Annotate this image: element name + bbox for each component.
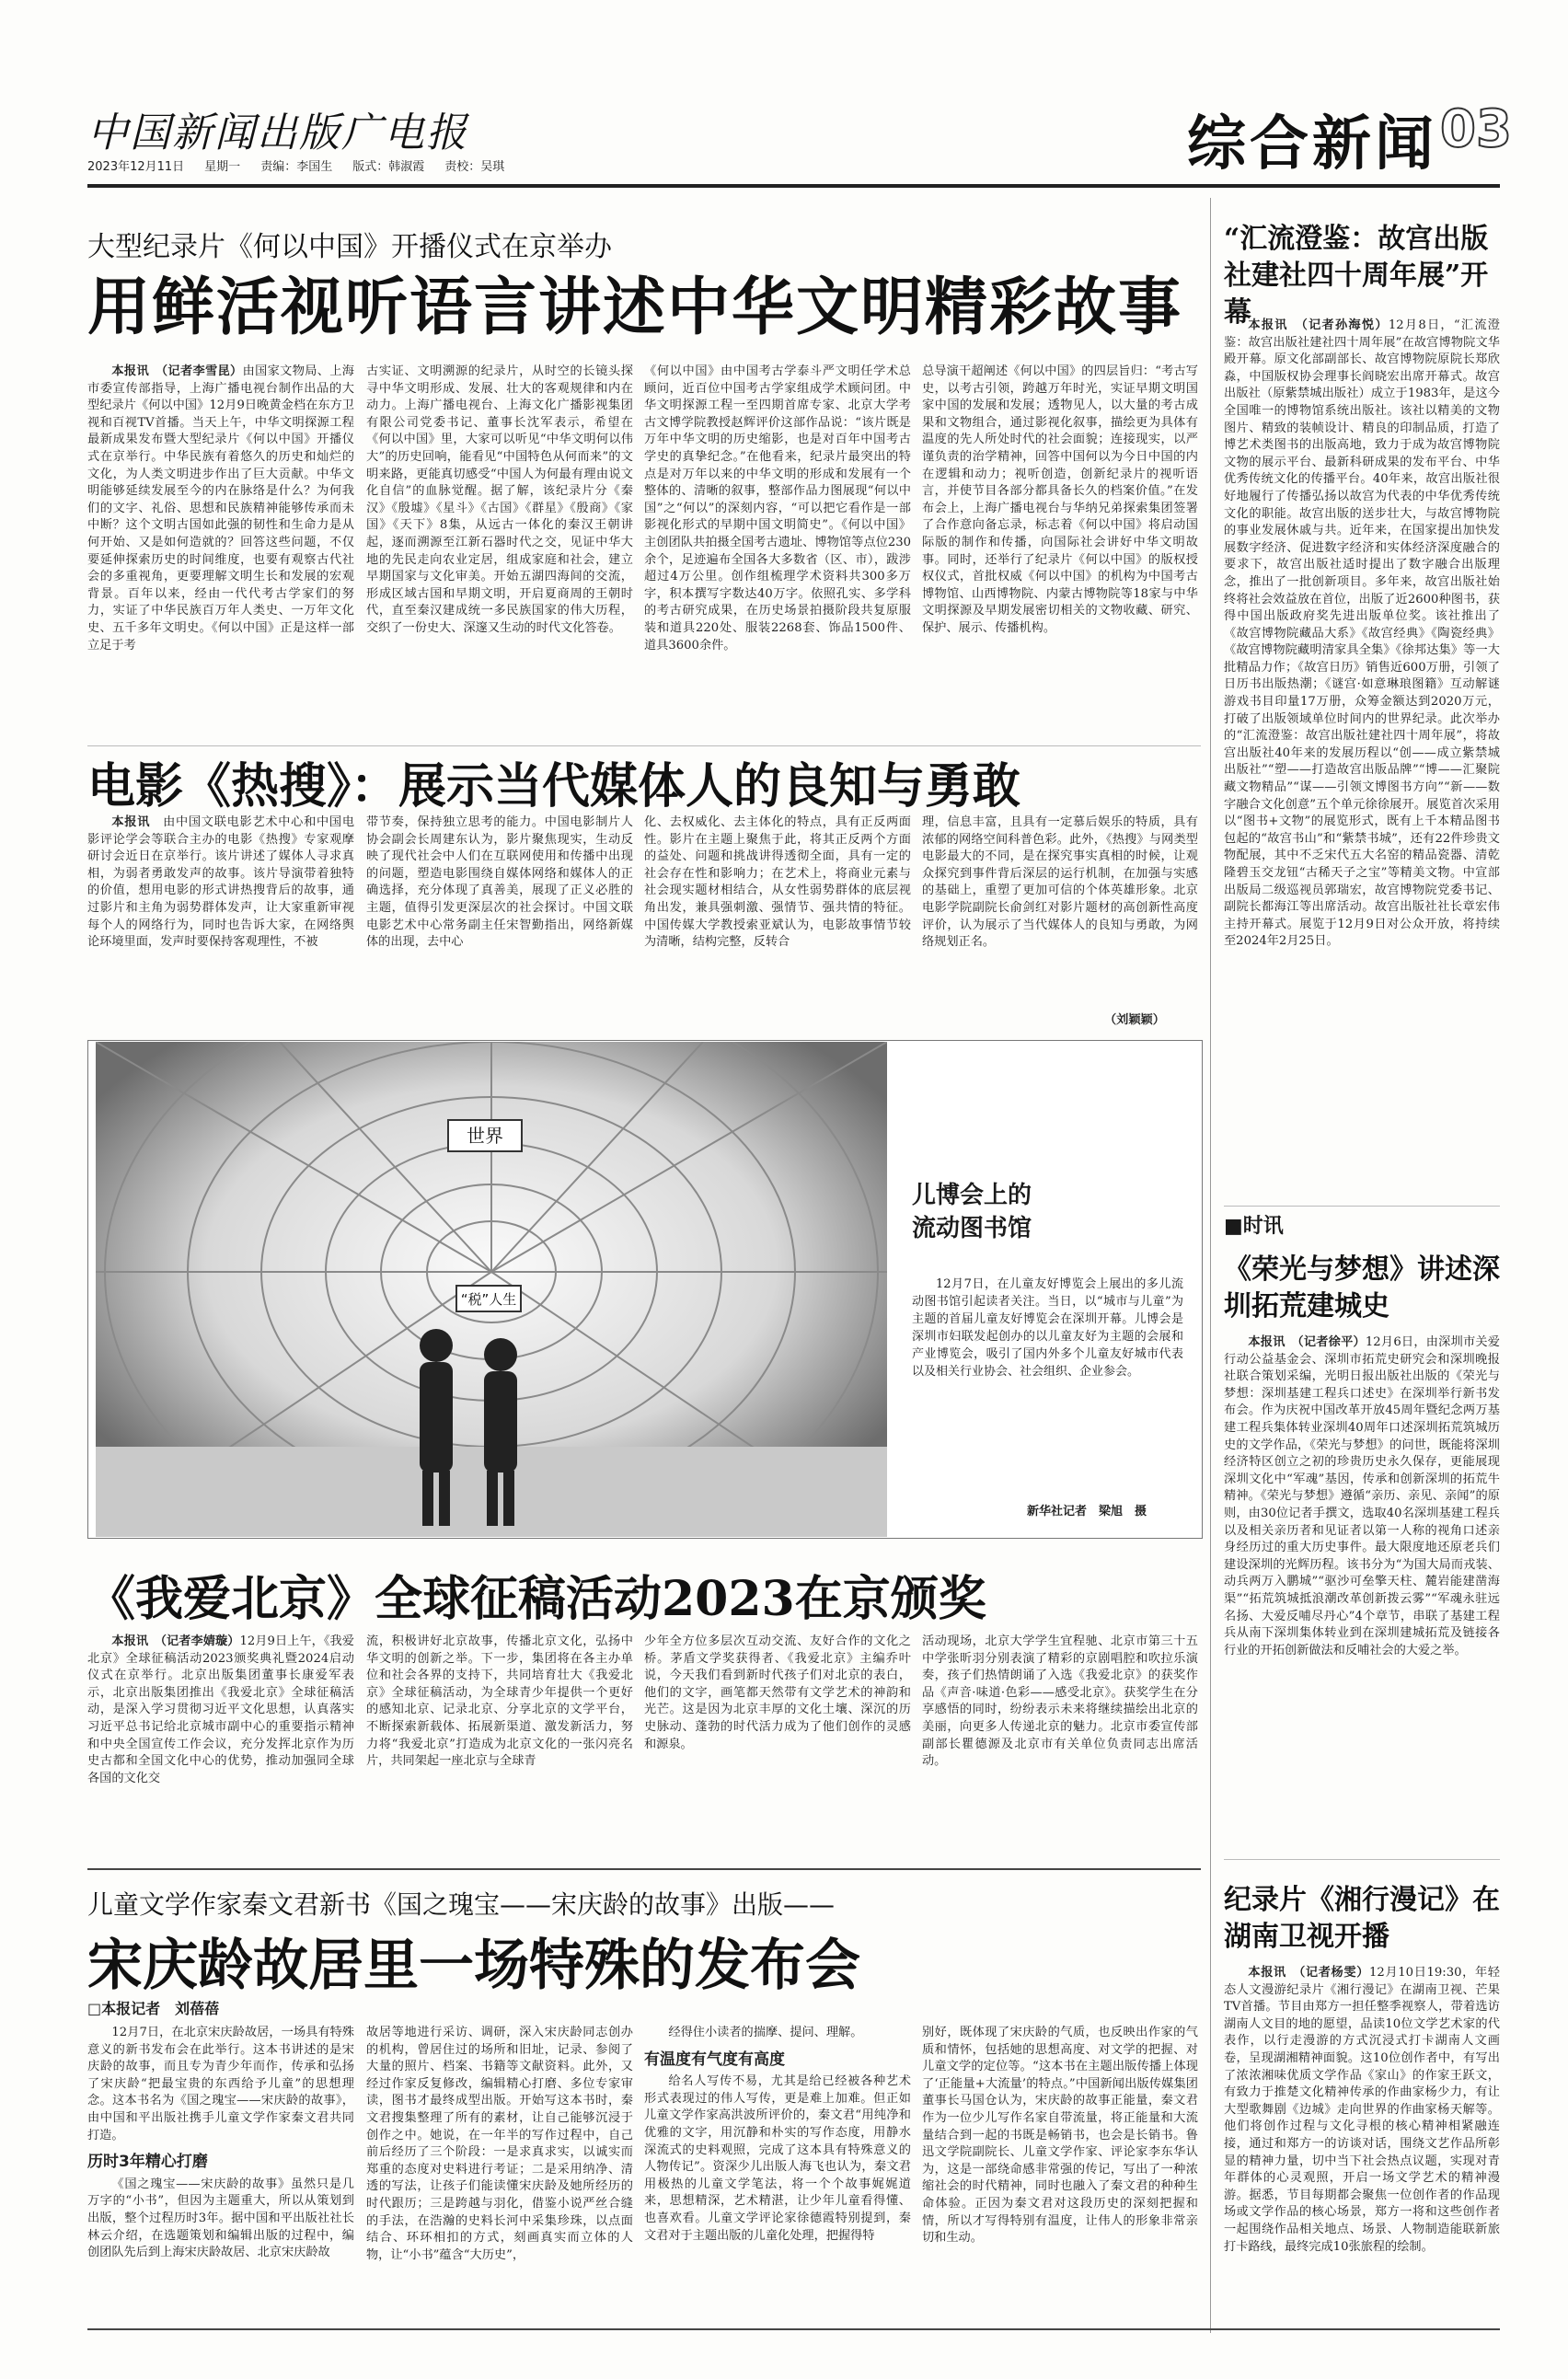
story3-col2: 流，积极讲好北京故事，传播北京文化，弘扬中华文明的创新之举。下一步，集团将在各主办单位和社会各界的支持下，共同培育壮大《我爱北京》全球征稿活动，为全球青少年提供一个更好的感知北京、记录北京、分享北京的文学平台，不断探索新载体、拓展新渠道、激发新活力，努力将“我爱北京”打造成为北京文化的一张闪亮名片，共同架起一座北京与全球青 (366, 1634, 633, 1769)
divider (1224, 1859, 1500, 1860)
divider (87, 745, 1201, 746)
sidebar1-byline: 本报讯 （记者孙海悦） (1248, 318, 1389, 332)
sidebar3-byline: 本报讯 （记者杨雯） (1248, 1966, 1370, 1980)
photo-sign-world: 世界 (467, 1125, 503, 1147)
story1-col2: 古实证、文明溯源的纪录片，从时空的长镜头探寻中华文明形成、发展、壮大的客观规律和内在动力。上海广播电视台、上海文化广播影视集团有限公司党委书记、董事长沈军表示，希望在《何以中国》里，大家可以听见“中华文明何以伟大”的历史回响，能看见“中国特色从何而来”的文明来路，更能真切感受“中国人为何最有理由说文化自信”的血脉觉醒。据了解，该纪录片分《秦汉》《殷墟》《星斗》《古国》《群星》《殷商》《家国》《天下》8集，从远古一体化的秦汉王朝讲起，逐而溯源至江新石器时代之交，见证中华大地的先民走向农业定居，组成家庭和社会，建立早期国家与文化审美。开始五湖四海间的交流，形成区域古国和早期文明，开启夏商周的王朝时代，直至秦汉建成统一多民族国家的伟大历程，交织了一份史大、深邃又生动的时代文化答卷。 (366, 364, 633, 635)
story3-col4: 活动现场，北京大学学生宜程驰、北京市第三十五中学张昕羽分别表演了精彩的京剧唱腔和吹拉乐演奏，孩子们热情朗诵了入选《我爱北京》的获奖作品《声音·味道·色彩——感受北京》。获奖学生在分享感悟的同时，纷纷表示未来将继续描绘出北京的美丽，向更多人传递北京的魅力。北京市委宣传部副部长瞿德源及北京市有关单位负责同志出席活动。 (922, 1634, 1198, 1769)
section-title: 综合新闻 (1187, 110, 1437, 179)
story1-kicker: 大型纪录片《何以中国》开播仪式在京举办 (87, 231, 612, 263)
story3-headline: 《我爱北京》全球征稿活动2023在京颁奖 (87, 1571, 986, 1627)
sidebar3-body: 本报讯 （记者杨雯）12月10日19:30，年轻态人文漫游纪录片《湘行漫记》在湖南卫视、芒果TV首播。节目由郑方一担任整季视察人，带着选访湖南人文目的地的愿望，品读10位文学艺术家的代表作，以行走漫游的方式沉浸式打卡湖南人文画卷，呈现湖湘精神面貌。这10位创作者中，有写出了浓浓湘味优质文学作品《家山》的作家王跃文，有致力于推楚文化精神传承的作曲家杨少力，有让大型歌舞剧《边城》走向世界的作曲家杨天解等。他们将创作过程与文化寻根的核心精神相紧融连接，通过和郑方一的访谈对话，围绕文艺作品所彰显的精神力量，切中当下社会热点议题，实现对青年群体的心灵观照，开启一场文学艺术的精神漫游。据悉，节目每期都会聚焦一位创作者的作品现场或文学作品的核心场景，郑方一将和这些创作者一起围绕作品相关地点、场景、人物制造能联新旅打卡路线，最终完成10张旅程的绘制。 (1224, 1966, 1500, 2254)
top-rule (87, 184, 1500, 188)
story2-col2: 带节奏，保持独立思考的能力。中国电影制片人协会副会长周建东认为，影片聚焦现实，生动反映了现代社会中人们在互联网使用和传播中出现的问题，塑造电影围绕自媒体网络和媒体人的正确选择，充分体现了真善美，展现了正义必胜的主题，值得引发更深层次的社会探讨。中国文联电影艺术中心常务副主任宋智勤指出，网络新媒体的出现，去中心 (366, 815, 633, 950)
photo-caption: 12月7日，在儿童友好博览会上展出的多儿流动图书馆引起读者关注。当日，以“城市与儿童”为主题的首届儿童友好博览会在深圳开幕。儿博会是深圳市妇联发起创办的以儿童友好为主题的会展和产业博览会，吸引了国内外多个儿童友好城市代表以及相关行业协会、社会组织、企业参会。 (912, 1277, 1183, 1379)
photo-credit: 新华社记者 梁旭 摄 (1027, 1505, 1147, 1519)
photo-block (87, 1040, 1203, 1539)
issue-date: 2023年12月11日 (87, 160, 185, 174)
story2-credit: （刘颖颖） (1104, 1013, 1165, 1027)
page-number: 03 (1440, 99, 1512, 159)
story3-col3: 少年全方位多层次互动交流、友好合作的文化之桥。茅盾文学奖获得者、《我爱北京》主编乔叶说，今天我们看到新时代孩子们对北京的表白，他们的文字，画笔都天然带有文学艺术的神韵和光芒。这是因为北京丰厚的文化土壤、深沉的历史脉动、蓬勃的时代活力成为了他们创作的灵感和源泉。 (644, 1634, 911, 1751)
story4-headline: 宋庆龄故居里一场特殊的发布会 (87, 1934, 860, 1998)
column-divider (1210, 198, 1211, 2333)
library-tunnel-photo (96, 1042, 887, 1537)
newspaper-logo: 中国新闻出版广电报 (87, 110, 468, 156)
story4-col1: 12月7日，在北京宋庆龄故居，一场具有特殊意义的新书发布会在此举行。这本书讲述的是宋庆龄的故事，而且专为青少年而作，传承和弘扬了宋庆龄“把最宝贵的东西给予儿童”的思想理念。这本书名为《国之瑰宝——宋庆龄的故事》，由中国和平出版社携手儿童文学作家秦文君共同打造。 历时3年精心打磨 《国之瑰宝——宋庆龄的故事》虽然只是几万字的“小书”，但因为主题重大，所以从策划到出版，整个过程历时3年。据中国和平出版社社长林云介绍，在选题策划和编辑出版的过程中，编创团队先后到上海宋庆龄故居、北京宋庆龄故 (87, 2026, 354, 2260)
sidebar2-tag: ■时讯 (1224, 1215, 1284, 1238)
weekday: 星期一 (204, 160, 241, 174)
layout-credit: 版式：韩淑霞 (352, 160, 425, 174)
story4-kicker: 儿童文学作家秦文君新书《国之瑰宝——宋庆龄的故事》出版—— (87, 1889, 836, 1920)
sidebar1-body: 本报讯 （记者孙海悦）12月8日，“汇流澄鉴：故宫出版社建社四十周年展”在故宫博物院文华殿开幕。原文化部副部长、故宫博物院原院长郑欣淼，中国版权协会理事长阎晓宏出席开幕式。故宫出版社（原紫禁城出版社）成立于1983年，是这今全国唯一的博物馆系统出版社。该社以精美的文物图片、精致的装帧设计、精良的印制品质，打造了博艺术类图书的出版高地，致力于成为故宫博物院文物的展示平台、最新科研成果的发布平台、中华优秀传统文化的传播平台。40年来，故宫出版社很好地履行了传播弘扬以故宫为代表的中华优秀传统文化的职能。故宫出版的送步壮大，与故宫博物院的事业发展休戚与共。近年来，在国家提出加快发展数字经济、促进数字经济和实体经济深度融合的要求下，故宫出版社适时提出了数字融合出版理念，推出了一批创新项目。多年来，故宫出版社始终将社会效益放在首位，出版了近2600种图书，获得中国出版政府奖先进出版单位奖。该社推出了《故宫博物院藏品大系》《故宫经典》《陶瓷经典》《故宫博物院藏明清家具全集》《徐邦达集》等一大批精品力作；《故宫日历》销售近600万册，引领了日历书出版热潮；《谜宫·如意琳琅图籍》互动解谜游戏书目印量17万册，众筹金额达到2020万元，打破了出版领域单位时间内的世界纪录。此次举办的“汇流澄鉴：故宫出版社建社四十周年展”，将故宫出版社40年来的发展历程以“创——成立紫禁城出版社”“塑——打造故宫出版品牌”“博——汇聚院藏文物精品”“谋——引领文博图书方向”“新——数字融合文化创意”五个单元徐徐展开。展览首次采用以“图书+文物”的展览形式，既有上千本精品图书包起的“故宫书山”和“紫禁书城”，还有22件珍贵文物配展，其中不乏宋代五大名窑的精品瓷器、清乾隆碧玉交龙钮“古稀天子之宝”等精美文物。中宣部出版局二级巡视员郭瑞宏，故宫博物院党委书记、副院长都海江等出席活动。故宫出版社社长章宏伟主持开幕式。展览于12月9日对公众开放，将持续至2024年2月25日。 (1224, 318, 1500, 949)
story1-col3: 《何以中国》由中国考古学泰斗严文明任学术总顾问，近百位中国考古学家组成学术顾问团。中华文明探源工程一至四期首席专家、北京大学考古文博学院教授赵辉评价这部作品说：“该片既是万年中华文明的历史缩影，也是对百年中国考古学史的真挚纪念。”在他看来，纪录片最突出的特点是对万年以来的中华文明的形成和发展有一个整体的、清晰的叙事，整部作品力图展现“何以中国”之“何以”的深刻内容，“可以把它看作是一部影视化形式的早期中国文明简史”。《何以中国》主创团队共拍摄全国考古遗址、博物馆等点位230余个，足迹遍布全国各大多数省（区、市），跋涉超过4万公里。创作组梳理学术资料共300多万字，积本撰写字数达40万字。依照孔实、多学科的考古研究成果，在历史场景拍摄阶段共复原服装和道具220处、服装2268套、饰品1500件、道具3600余件。 (644, 364, 911, 652)
story4-col3: 经得住小读者的揣摩、提问、理解。 有温度有气度有高度 给名人写传不易，尤其是给已经被各种艺术形式表现过的伟人写传，更是难上加难。但正如儿童文学作家高洪波所评价的，秦文君“用纯净和优雅的文字，用沉静和朴实的写作态度，用静水深流式的史料观照，完成了这本具有特殊意义的人物传记”。资深少儿出版人海飞也认为，秦文君用极热的儿童文学笔法，将一个个故事娓娓道来，思想精深，艺术精湛，让少年儿童看得懂、也喜欢看。儿童文学评论家徐德霞特别提到，秦文君对于主题出版的儿童化处理，把握得特 (644, 2026, 911, 2243)
sidebar3-headline: 纪录片《湘行漫记》在湖南卫视开播 (1224, 1884, 1500, 1953)
sidebar1-headline: “汇流澄鉴：故宫出版社建社四十周年展”开幕 (1224, 223, 1489, 329)
story2-col3: 化、去权威化、去主体化的特点，具有正反两面性。影片在主题上聚焦于此，将其正反两个方面的益处、问题和挑战讲得透彻全面，具有一定的社会存在性和影响力；在艺术上，将商业元素与社会现实题材相结合，从女性弱势群体的底层视角出发，兼具强刺激、强情节、强共情的特征。中国传媒大学教授索亚斌认为，电影故事情节较为清晰，结构完整，反转合 (644, 815, 911, 950)
story3-byline: 本报讯 （记者李婧璇） (111, 1634, 240, 1648)
proof-credit: 责校：吴琪 (444, 160, 505, 174)
editor-credit: 责编：李国生 (260, 160, 333, 174)
photo-sign-life: “税”人生 (460, 1291, 517, 1308)
bottom-rule (87, 2328, 1500, 2330)
divider (87, 1868, 1201, 1870)
story4-subhead-2: 有温度有气度有高度 (644, 2050, 785, 2069)
story4-byline: □本报记者 刘蓓蓓 (87, 2000, 220, 2017)
masthead-meta (87, 156, 504, 174)
photo-caption-title: 儿博会上的流动图书馆 (912, 1182, 1032, 1242)
story3-col1: 本报讯 （记者李婧璇）12月9日上午，《我爱北京》全球征稿活动2023颁奖典礼暨2024启动仪式在京举行。北京出版集团董事长康爱军表示，北京出版集团推出《我爱北京》全球征稿活动，是深入学习贯彻习近平文化思想，认真落实习近平总书记给北京城市副中心的重要指示精神和中央全国宣传工作会议，充分发挥北京作为历史古都和全国文化中心的优势，推动加强同全球各国的文化交 (87, 1634, 354, 1785)
story1-col4: 总导演干超阐述《何以中国》的四层旨归：“考古写史，以考古引领，跨越万年时光，实证早期文明国家中国的发展和发展；透物见人，以大量的考古成果和文物组合，通过影视化叙事，描绘更为具体有温度的先人所处时代的社会面貌；连接现实，以严谨负责的治学精神，回答中国何以为今日中国的内在逻辑和动力；视听创造，创新纪录片的视听语言，并使节目各部分都具备长久的档案价值。”在发布会上，上海广播电视台与华纳兄弟探索集团签署了合作意向备忘录，标志着《何以中国》将启动国际版的制作和传播，向国际社会讲好中华文明故事。同时，还举行了纪录片《何以中国》的版权授权仪式，首批权威《何以中国》的机构为中国考古博物馆、山西博物院、内蒙古博物院等18家与中华文明探源及早期发展密切相关的文物收藏、研究、保护、展示、传播机构。 (922, 364, 1198, 635)
sidebar2-byline: 本报讯 （记者徐平） (1248, 1335, 1366, 1349)
sidebar2-headline: 《荣光与梦想》讲述深圳拓荒建城史 (1224, 1253, 1500, 1322)
story4-col4: 别好，既体现了宋庆龄的气质，也反映出作家的气质和情怀，包括她的思想高度、对文学的把握、对儿童文学的定位等。“这本书在主题出版传播上体现了‘正能量+大流量’的特点。”中国新闻出版传媒集团董事长马国仓认为，宋庆龄的故事正能量，秦文君作为一位少儿写作名家自带流量，将正能量和大流量结合到一起的书既是畅销书，也会是长销书。鲁迅文学院副院长、儿童文学作家、评论家李东华认为，这是一部绕命感非常强的传记，写出了一种浓缩社会的时代精神，同时也融入了秦文君的种种生命体验。正因为秦文君对这段历史的深刻把握和情，所以才写得特别有温度，让伟人的形象非常亲切和生动。 (922, 2026, 1198, 2246)
story1-byline: 本报讯 （记者李雪昆） (111, 364, 243, 378)
story4-subhead-1: 历时3年精心打磨 (87, 2153, 208, 2172)
sidebar2-body: 本报讯 （记者徐平）12月6日，由深圳市关爱行动公益基金会、深圳市拓荒史研究会和深圳晚报社联合策划采编，光明日报出版社出版的《荣光与梦想：深圳基建工程兵口述史》在深圳举行新书发布会。作为庆祝中国改革开放45周年暨纪念两万基建工程兵集体转业深圳40周年口述深圳拓荒筑城历史的文学作品，《荣光与梦想》的问世，既能将深圳经济特区创立之初的珍贵历史永久保存，更能展现深圳文化中“军魂”基因，传承和创新深圳的拓荒牛精神。《荣光与梦想》遵循“亲历、亲见、亲闻”的原则，由30位记者手撰文，选取40名深圳基建工程兵以及相关亲历者和见证者以第一人称的视角口述亲身经历过的重大历史事件。最大限度地还原老兵们建设深圳的光辉历程。该书分为“为国大局而戎装、动兵两万入鹏城”“驱沙可垒擎天柱、麓岩能建凿海渠”“拓荒筑城抵浪潮改革创新拨云雾”“军魂永驻远名扬、大爱反哺尽丹心”4个章节，串联了基建工程兵从南下深圳集体转业到在深圳建城拓荒及链接各行业的开拓创新做法和反哺社会的大爱之举。 (1224, 1335, 1500, 1657)
divider (1224, 1206, 1500, 1207)
story2-col4: 理，信息丰富，且具有一定慕后娱乐的特质，具有浓郁的网络空间科普色彩。此外，《热搜》与网类型电影最大的不同，是在探究事实真相的时候，让观众探究到事件背后深层的运行机制，在加强与实感的基础上，重塑了更加可信的个体英雄形象。北京电影学院副院长俞剑红对影片题材的高创新性高度评价，认为展示了当代媒体人的良知与勇敢，为网络规划正名。 (922, 815, 1198, 950)
story1-col1: 本报讯 （记者李雪昆）由国家文物局、上海市委宣传部指导，上海广播电视台制作出品的大型纪录片《何以中国》12月9日晚黄金档在东方卫视和百视TV首播。当天上午，中华文明探源工程最新成果发布暨大型纪录片《何以中国》开播仪式在京举行。中华民族有着悠久的历史和灿烂的文化，为人类文明进步作出了巨大贡献。中华文明能够延续发展至今的内在脉络是什么？为何我们的文字、礼俗、思想和民族精神能够传承而未中断？这个文明古国如此强的韧性和生命力是从何开始、又是如何造就的？回答这些问题，不仅要延伸探索历史的时间维度，也要有观察古代社会的多重视角，更要理解文明生长和发展的宏观背景。百年以来，经由一代代考古学家们的努力，实证了中华民族百万年人类史、一万年文化史、五千多年文明史。《何以中国》正是这样一部立足于考 (87, 364, 354, 652)
story2-col1: 本报讯 由中国文联电影艺术中心和中国电影评论学会等联合主办的电影《热搜》专家观摩研讨会近日在京举行。该片讲述了媒体人寻求真相，为弱者勇敢发声的故事。该片导演带着独特的价值，想用电影的形式讲热搜背后的故事，通过影片和主角为弱势群体发声，让大家重新审视每个人的网络行为，同时也告诉大家，在网络舆论环境里面，发声时要保持客观理性，不被 (87, 815, 354, 950)
story4-col2: 故居等地进行采访、调研，深入宋庆龄同志创办的机构，曾居住过的场所和旧址，记录、参阅了大量的照片、档案、书籍等文献资料。此外，又经过作家反复修改，编辑精心打磨、多位专家审读，图书才最终成型出版。开始写这本书时，秦文君搜集整理了所有的素材，让自己能够沉浸于创作之中。她说，在一年半的写作过程中，自己前后经历了三个阶段：一是求真求实，以诚实而郑重的态度对史料进行考证；二是采用纳净、清透的写法，让孩子们能读懂宋庆龄及她所经历的时代跟历；三是跨越与羽化，借鉴小说严丝合缝的手法，在浩瀚的史料长河中采集珍珠，以点面结合、环环相扣的方式，刻画真实而立体的人物，让“小书”蕴含“大历史”， (366, 2026, 633, 2262)
story2-byline: 本报讯 (111, 815, 151, 829)
story2-headline: 电影《热搜》：展示当代媒体人的良知与勇敢 (87, 758, 1021, 814)
story1-headline: 用鲜活视听语言讲述中华文明精彩故事 (87, 271, 1183, 344)
